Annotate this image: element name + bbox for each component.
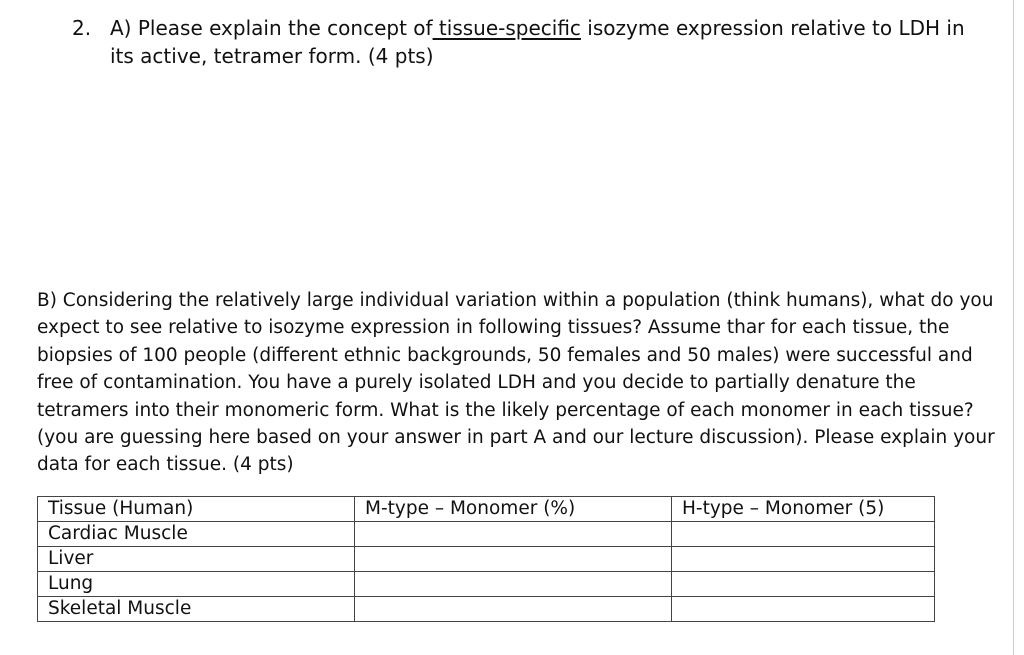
tissue-cell: Lung xyxy=(38,572,355,597)
m-type-cell[interactable] xyxy=(355,572,672,597)
header-h-type: H-type – Monomer (5) xyxy=(672,497,935,522)
table-row xyxy=(38,547,935,572)
question-2a xyxy=(72,14,992,70)
m-type-cell[interactable] xyxy=(355,547,672,572)
header-tissue: Tissue (Human) xyxy=(38,497,355,522)
m-type-cell[interactable] xyxy=(355,522,672,547)
h-type-cell[interactable] xyxy=(672,597,935,622)
table-row xyxy=(38,597,935,622)
h-type-cell[interactable] xyxy=(672,572,935,597)
question-2a-text: A) Please explain the concept of tissue-specific isozyme expression relative to LDH in its active, tetramer form. (4 pts) xyxy=(110,16,965,68)
h-type-cell[interactable] xyxy=(672,522,935,547)
m-type-cell[interactable] xyxy=(355,597,672,622)
tissue-cell: Liver xyxy=(38,547,355,572)
table-row xyxy=(38,572,935,597)
question-2b-text: B) Considering the relatively large individual variation within a population (think humans), what do you expect to see relative to isozyme expression in following tissues? Assume thar for each tissue, the biopsies of 100 people (different ethnic backgrounds, 50 females and 50 males) were successful and free of contamination. You have a purely isolated LDH and you decide to partially denature the tetramers into their monomeric form. What is the likely percentage of each monomer in each tissue? (you are guessing here based on your answer in part A and our lecture discussion). Please explain your data for each tissue. (4 pts) xyxy=(37,290,995,476)
table-row xyxy=(38,522,935,547)
tissue-cell: Cardiac Muscle xyxy=(38,522,355,547)
question-number: 2. xyxy=(72,16,92,40)
page-edge-line xyxy=(1013,0,1014,655)
table-header-row xyxy=(38,497,935,522)
underlined-term: tissue-specific xyxy=(432,16,581,40)
tissue-cell: Skeletal Muscle xyxy=(38,597,355,622)
h-type-cell[interactable] xyxy=(672,547,935,572)
header-m-type: M-type – Monomer (%) xyxy=(355,497,672,522)
tissue-table xyxy=(37,496,935,622)
